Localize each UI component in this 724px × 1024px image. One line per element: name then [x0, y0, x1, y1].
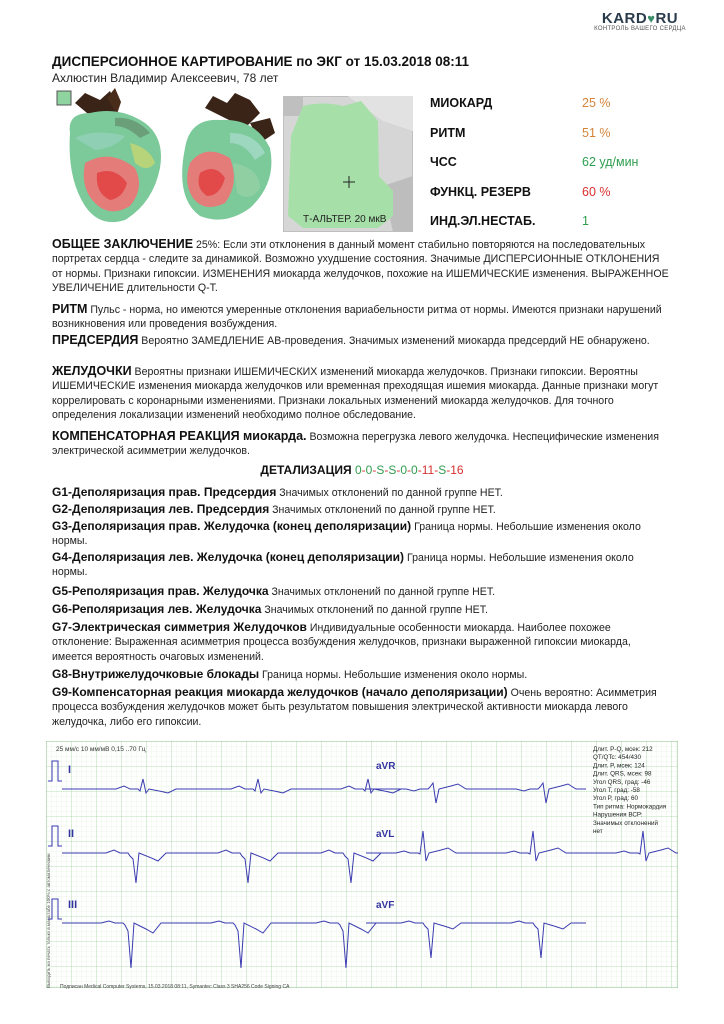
metric-row: [430, 93, 690, 123]
patient-info: Ахлюстин Владимир Алексеевич, 78 лет: [52, 71, 279, 85]
lead-label: aVL: [376, 829, 395, 840]
ecg-param: QT/QTc: 454/430: [593, 754, 641, 762]
group-g3: [52, 519, 672, 549]
detail-code: S: [376, 463, 385, 477]
detail-code: 0: [411, 463, 418, 477]
portrait-label: Т-АЛЬТЕР. 20 мкВ: [303, 214, 387, 225]
detail-code: S: [388, 463, 397, 477]
heart-left-view: [70, 88, 161, 222]
detail-codes: [355, 463, 464, 477]
ecg-param: Угол T, град: -58: [593, 787, 640, 794]
group-text: Значимых отклонений по данной группе НЕТ.: [268, 586, 496, 598]
lead-label: aVF: [376, 900, 395, 911]
lead-label: III: [68, 899, 78, 911]
heart-right-view: [182, 93, 275, 220]
group-text: Очень вероятно: Асимметрия процесса возбуждения желудочков может быть результатом повышения электрической активности миокарда левого желудочка, либо его гипоксии.: [52, 687, 657, 728]
logo-subtitle: КОНТРОЛЬ ВАШЕГО СЕРДЦА: [594, 26, 686, 32]
detail-code: -: [384, 463, 389, 477]
metric-label: ЧСС: [430, 155, 457, 170]
group-text: Граница нормы. Небольшие изменения около нормы.: [259, 669, 528, 681]
general-conclusion: [52, 237, 672, 296]
metric-value: 51 %: [582, 125, 611, 140]
group-text: Граница нормы. Небольшие изменения около нормы.: [52, 552, 634, 579]
color-legend-swatch: [57, 91, 71, 105]
print-note-vertical: [45, 820, 51, 990]
detail-code: 0: [400, 463, 408, 477]
kardi-ru-logo: [590, 10, 690, 32]
group-g9: [52, 685, 672, 729]
lead-label: II: [68, 828, 75, 840]
detail-label: ДЕТАЛИЗАЦИЯ: [260, 463, 352, 477]
group-g1: [52, 485, 672, 500]
metric-label: ФУНКЦ. РЕЗЕРВ: [430, 184, 531, 199]
detail-code: -: [407, 463, 412, 477]
section-heading: КОМПЕНСАТОРНАЯ РЕАКЦИЯ миокарда.: [52, 429, 307, 443]
metrics-panel: [430, 93, 690, 241]
group-g5: [52, 584, 672, 599]
ecg-param: Значимых отклонений: [593, 819, 659, 827]
group-heading: G2-Деполяризация лев. Предсердия: [52, 502, 270, 516]
section-heading: ОБЩЕЕ ЗАКЛЮЧЕНИЕ: [52, 237, 194, 251]
detail-code: -: [446, 463, 451, 477]
report-title: ДИСПЕРСИОННОЕ КАРТИРОВАНИЕ по ЭКГ от 15.03.2018 08:11: [52, 54, 470, 69]
detail-code: 11: [421, 463, 435, 477]
group-heading: G3-Деполяризация прав. Желудочка (конец деполяризации): [52, 519, 412, 533]
detail-code: -: [361, 463, 366, 477]
atria-section: [52, 333, 672, 348]
group-text: Значимых отклонений по данной группе НЕТ.: [269, 504, 496, 516]
ecg-param: Угол P, град: 60: [593, 795, 639, 803]
detail-code: -: [417, 463, 422, 477]
ecg-param: Угол QRS, град: -46: [593, 778, 651, 786]
group-heading: G8-Внутрижелудочковые блокады: [52, 667, 260, 681]
compensatory-section: [52, 429, 672, 459]
detail-line: [0, 463, 724, 477]
group-text: Граница нормы. Небольшие изменения около нормы.: [52, 521, 641, 548]
group-heading: G7-Электрическая симметрия Желудочков: [52, 620, 307, 634]
metric-row: [430, 182, 690, 212]
detail-code: -: [396, 463, 401, 477]
section-heading: ПРЕДСЕРДИЯ: [52, 333, 139, 347]
metric-row: [430, 152, 690, 182]
group-text: Значимых отклонений по данной группе НЕТ.: [276, 487, 503, 499]
lead-label: I: [68, 764, 72, 776]
detail-code: -: [372, 463, 377, 477]
ecg-param: Длит. P-Q, мсек: 212: [593, 746, 653, 753]
ecg-param: нет: [593, 828, 603, 835]
detail-code: 16: [450, 463, 464, 477]
group-heading: G5-Реполяризация прав. Желудочка: [52, 584, 269, 598]
section-text: 25%: Если эти отклонения в данный момент стабильно повторяются на последовательных портретах сердца - следите за динамикой. Возможно ухудшение состояния. Значимые ДИСПЕРСИОННЫЕ ОТКЛОНЕНИЯ от нормы. Признаки гипоксии. ИЗМЕНЕНИЯ миокарда желудочков, похожие на ИШЕМИЧЕСКИЕ изменения. ВЫРАЖЕННОЕ УВЕЛИЧЕНИЕ длительности Q-T.: [52, 239, 669, 295]
rhythm-section: [52, 302, 672, 332]
metric-label: РИТМ: [430, 125, 466, 140]
heart-portrait-map: [283, 96, 413, 232]
metric-row: [430, 123, 690, 153]
logo-text: KARD♥RU: [601, 10, 679, 27]
section-heading: РИТМ: [52, 302, 88, 316]
group-text: Значимых отклонений по данной группе НЕТ.: [261, 604, 488, 616]
section-text: Вероятны признаки ИШЕМИЧЕСКИХ изменений миокарда желудочков. Признаки гипоксии. Вероятны ИШЕМИЧЕСКИЕ изменения миокарда желудочков или временная преходящая ишемия миокарда. Данные признаки могут коррелировать с коронарными изменениями. Признаки локальных изменений миокарда желудочков. Для точного определения локализации изменений необходимо полное обследование.: [52, 366, 659, 422]
ecg-param: Тип ритма: Нормокардия: [593, 803, 667, 811]
section-text: Пульс - норма, но имеются умеренные отклонения вариабельности ритма от нормы. Имеются признаки нарушений возникновения или проведения возбуждения.: [52, 304, 662, 331]
metric-value: 62 уд/мин: [582, 155, 639, 170]
group-heading: G4-Деполяризация лев. Желудочка (конец деполяризации): [52, 550, 405, 564]
ecg-param: Нарушения ВСР:: [593, 811, 643, 819]
group-g8: [52, 667, 672, 682]
ecg-grid: [46, 741, 678, 988]
group-heading: G9-Компенсаторная реакция миокарда желудочков (начало деполяризации): [52, 685, 508, 699]
section-text: Возможна перегрузка левого желудочка. Неспецифические изменения электрической асимметрии желудочков.: [52, 431, 659, 458]
group-g7: [52, 620, 672, 664]
ecg-param: Длит. QRS, мсек: 98: [593, 770, 652, 778]
lead-label: aVR: [376, 761, 396, 772]
ecg-settings: 25 мм/с 10 мм/мВ 0,15 ..70 Гц: [56, 746, 146, 753]
heart-icon: ♥: [647, 11, 656, 26]
signature-footer: Подписан Medical Computer Systems, 15.03.2018 08:11, Symantec Class 3 SHA256 Code Signing CA: [60, 984, 290, 990]
metric-value: 25 %: [582, 96, 611, 110]
group-g4: [52, 550, 672, 580]
section-heading: ЖЕЛУДОЧКИ: [52, 364, 132, 378]
detail-code: 0: [354, 463, 362, 477]
metric-label: МИОКАРД: [430, 96, 493, 110]
detail-code: S: [438, 463, 447, 477]
detail-code: -: [434, 463, 439, 477]
metric-value: 60 %: [582, 184, 611, 199]
group-heading: G6-Реполяризация лев. Желудочка: [52, 602, 262, 616]
ecg-param: Длит. P, мсек: 124: [593, 762, 645, 770]
group-text: Индивидуальные особенности миокарда. Наиболее похожее отклонение: Выраженная асимметрия процесса возбуждения желудочков, признаки выраженной гипоксии миокарда, имеется вероятность очаговых изменений.: [52, 622, 631, 663]
ventricles-section: [52, 364, 672, 423]
section-text: Вероятно ЗАМЕДЛЕНИЕ АВ-проведения. Значимых изменений миокарда предсердий НЕ обнаружено.: [138, 335, 650, 347]
ecg-chart: [46, 741, 678, 988]
group-heading: G1-Деполяризация прав. Предсердия: [52, 485, 277, 499]
svg-text:Выводить на печать только в ма: Выводить на печать только в масштабе 100% с автоматическим: [46, 853, 51, 988]
detail-code: 0: [365, 463, 373, 477]
metric-label: ИНД.ЭЛ.НЕСТАБ.: [430, 214, 536, 229]
group-g2: [52, 502, 672, 517]
group-g6: [52, 602, 672, 617]
heart-dispersion-images: [55, 88, 280, 228]
metric-value: 1: [582, 214, 589, 229]
